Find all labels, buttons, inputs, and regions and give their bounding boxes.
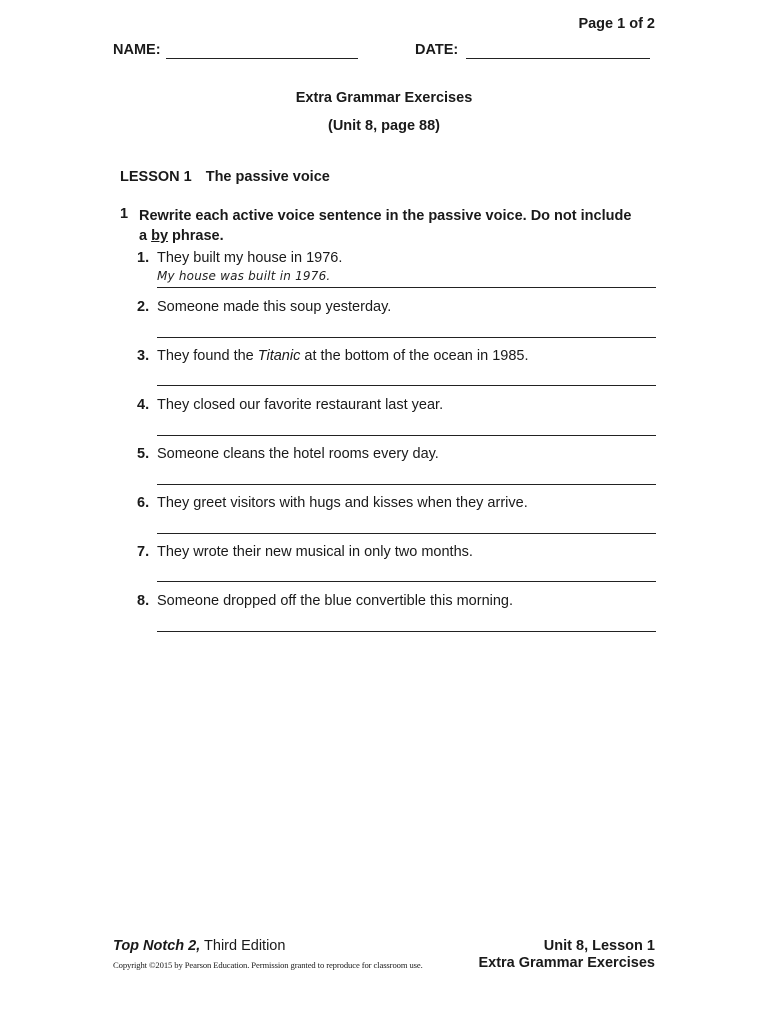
exercise-instruction: [139, 206, 639, 246]
exercise-item-1: [0, 250, 768, 299]
item-number: 1.: [137, 250, 150, 266]
copyright-notice: Copyright ©2015 by Pearson Education. Permission granted to reproduce for classroom use.: [113, 960, 423, 970]
instruction-text: Rewrite each active voice sentence in the passive voice. Do not include a: [139, 208, 632, 244]
worksheet-title: Extra Grammar Exercises: [295, 90, 473, 106]
footer-section: Extra Grammar Exercises: [478, 955, 655, 971]
answer-line[interactable]: [157, 385, 656, 386]
exercise-item-8: [0, 593, 768, 642]
answer-line[interactable]: [157, 337, 656, 338]
exercise-item-5: [0, 446, 768, 495]
name-label: NAME:: [113, 42, 161, 58]
name-field[interactable]: [166, 58, 358, 59]
item-number: 5.: [137, 446, 150, 462]
exercise-item-6: [0, 495, 768, 544]
item-sentence: Someone made this soup yesterday.: [157, 299, 392, 315]
handwritten-answer: My house was built in 1976.: [157, 269, 331, 283]
date-field[interactable]: [466, 58, 650, 59]
exercise-item-4: [0, 397, 768, 446]
item-sentence-part: at the bottom of the ocean in 1985.: [300, 348, 529, 364]
answer-line[interactable]: [157, 533, 656, 534]
date-label: DATE:: [415, 42, 459, 58]
book-edition: Third Edition: [200, 938, 286, 954]
item-sentence: They greet visitors with hugs and kisses when they arrive.: [157, 495, 528, 511]
item-sentence-part: They found the: [157, 348, 258, 364]
item-sentence: Someone dropped off the blue convertible this morning.: [157, 593, 514, 609]
item-sentence: They closed our favorite restaurant last year.: [157, 397, 444, 413]
item-sentence: They wrote their new musical in only two months.: [157, 544, 473, 560]
item-number: 2.: [137, 299, 150, 315]
item-number: 8.: [137, 593, 150, 609]
lesson-heading: [120, 169, 330, 185]
item-sentence-title: Titanic: [257, 348, 301, 364]
instruction-phrase: phrase.: [168, 228, 224, 244]
lesson-topic: The passive voice: [205, 169, 330, 185]
footer-book-title: [113, 938, 285, 954]
instruction-by: by: [151, 228, 169, 244]
answer-line[interactable]: [157, 581, 656, 582]
item-sentence: [157, 348, 529, 364]
book-title: Top Notch 2,: [113, 938, 201, 954]
answer-line[interactable]: [157, 484, 656, 485]
item-number: 6.: [137, 495, 150, 511]
worksheet-subtitle: (Unit 8, page 88): [328, 118, 440, 134]
exercise-item-7: [0, 544, 768, 593]
item-number: 4.: [137, 397, 150, 413]
page-number: Page 1 of 2: [578, 16, 655, 32]
footer-unit-lesson: Unit 8, Lesson 1: [543, 938, 655, 954]
item-sentence: Someone cleans the hotel rooms every day.: [157, 446, 439, 462]
item-number: 3.: [137, 348, 150, 364]
answer-line[interactable]: [157, 435, 656, 436]
answer-line[interactable]: [157, 287, 656, 288]
exercise-number: 1: [120, 206, 129, 222]
lesson-label: LESSON 1: [120, 169, 192, 185]
exercise-item-3: [0, 348, 768, 397]
exercise-item-2: [0, 299, 768, 348]
item-sentence: They built my house in 1976.: [157, 250, 343, 266]
answer-line[interactable]: [157, 631, 656, 632]
item-number: 7.: [137, 544, 150, 560]
